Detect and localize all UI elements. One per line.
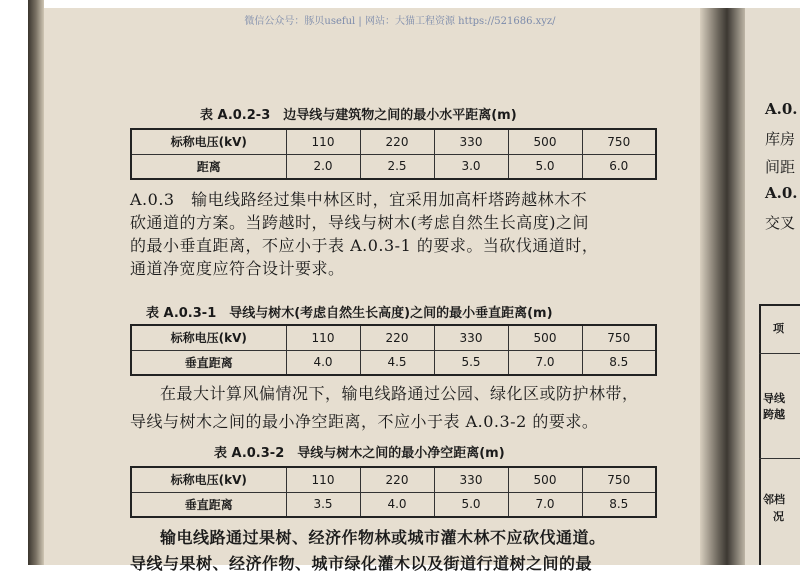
table-row bbox=[131, 129, 656, 154]
table-cell: 110 bbox=[286, 325, 360, 350]
table-cell: 8.5 bbox=[582, 350, 656, 375]
para3-line1: 输电线路通过果树、经济作物林或城市灌木林不应砍伐通道。 bbox=[160, 528, 606, 547]
table-cell: 标称电压(kV) bbox=[131, 325, 286, 350]
table2 bbox=[130, 324, 657, 376]
table1-caption: 表 A.0.2-3 边导线与建筑物之间的最小水平距离(m) bbox=[200, 108, 517, 123]
watermark: 微信公众号：豚贝useful | 网站：大猫工程资源 https://521686.xyz/ bbox=[244, 16, 556, 27]
book-gutter bbox=[700, 8, 745, 565]
table-cell: 500 bbox=[508, 129, 582, 154]
para2-line2: 导线与树木之间的最小净空距离，不应小于表 A.0.3-2 的要求。 bbox=[130, 412, 599, 431]
table-row bbox=[131, 350, 656, 375]
table-row bbox=[131, 154, 656, 179]
table-cell: 6.0 bbox=[582, 154, 656, 179]
table-cell: 500 bbox=[508, 325, 582, 350]
table-row bbox=[131, 492, 656, 517]
table-cell: 330 bbox=[434, 129, 508, 154]
table-cell: 4.0 bbox=[360, 492, 434, 517]
table-cell: 7.0 bbox=[508, 350, 582, 375]
para2-line1: 在最大计算风偏情况下，输电线路通过公园、绿化区或防护林带， bbox=[160, 384, 639, 403]
table-cell: 3.0 bbox=[434, 154, 508, 179]
table-cell: 110 bbox=[286, 129, 360, 154]
table-cell: 330 bbox=[434, 325, 508, 350]
table-cell: 5.0 bbox=[434, 492, 508, 517]
table-cell: 标称电压(kV) bbox=[131, 467, 286, 492]
section-a03-line3: 的最小垂直距离，不应小于表 A.0.3-1 的要求。当砍伐通道时， bbox=[130, 236, 599, 255]
table3 bbox=[130, 466, 657, 518]
table-cell: 750 bbox=[582, 129, 656, 154]
next-page-fragment: A.0. 库房 间距 A.0. 交叉 项 导线 跨越 邻档 况 bbox=[745, 8, 800, 565]
table3-caption: 表 A.0.3-2 导线与树木之间的最小净空距离(m) bbox=[214, 446, 505, 461]
book-spine-left bbox=[28, 0, 44, 565]
table-cell: 220 bbox=[360, 467, 434, 492]
section-a03-line4: 通道净宽度应符合设计要求。 bbox=[130, 259, 345, 278]
table-cell: 2.0 bbox=[286, 154, 360, 179]
table-cell: 750 bbox=[582, 467, 656, 492]
table-cell: 8.5 bbox=[582, 492, 656, 517]
table-cell: 2.5 bbox=[360, 154, 434, 179]
table-row bbox=[131, 467, 656, 492]
table-cell: 距离 bbox=[131, 154, 286, 179]
section-a03-line1: A.0.3 输电线路经过集中林区时，宜采用加高杆塔跨越林木不 bbox=[130, 190, 588, 209]
table-cell: 750 bbox=[582, 325, 656, 350]
table-cell: 5.0 bbox=[508, 154, 582, 179]
section-a03-line2: 砍通道的方案。当跨越时，导线与树木(考虑自然生长高度)之间 bbox=[130, 213, 589, 232]
table1 bbox=[130, 128, 657, 180]
table-cell: 7.0 bbox=[508, 492, 582, 517]
table-cell: 330 bbox=[434, 467, 508, 492]
table-cell: 垂直距离 bbox=[131, 492, 286, 517]
table-cell: 110 bbox=[286, 467, 360, 492]
table2-caption: 表 A.0.3-1 导线与树木(考虑自然生长高度)之间的最小垂直距离(m) bbox=[146, 306, 553, 321]
table-cell: 220 bbox=[360, 129, 434, 154]
table-cell: 垂直距离 bbox=[131, 350, 286, 375]
table-row bbox=[131, 325, 656, 350]
table-cell: 220 bbox=[360, 325, 434, 350]
table-cell: 4.0 bbox=[286, 350, 360, 375]
table-cell: 3.5 bbox=[286, 492, 360, 517]
table-cell: 5.5 bbox=[434, 350, 508, 375]
table-cell: 标称电压(kV) bbox=[131, 129, 286, 154]
para3-line2: 导线与果树、经济作物、城市绿化灌木以及街道行道树之间的最 bbox=[130, 554, 593, 573]
table-cell: 500 bbox=[508, 467, 582, 492]
table-cell: 4.5 bbox=[360, 350, 434, 375]
